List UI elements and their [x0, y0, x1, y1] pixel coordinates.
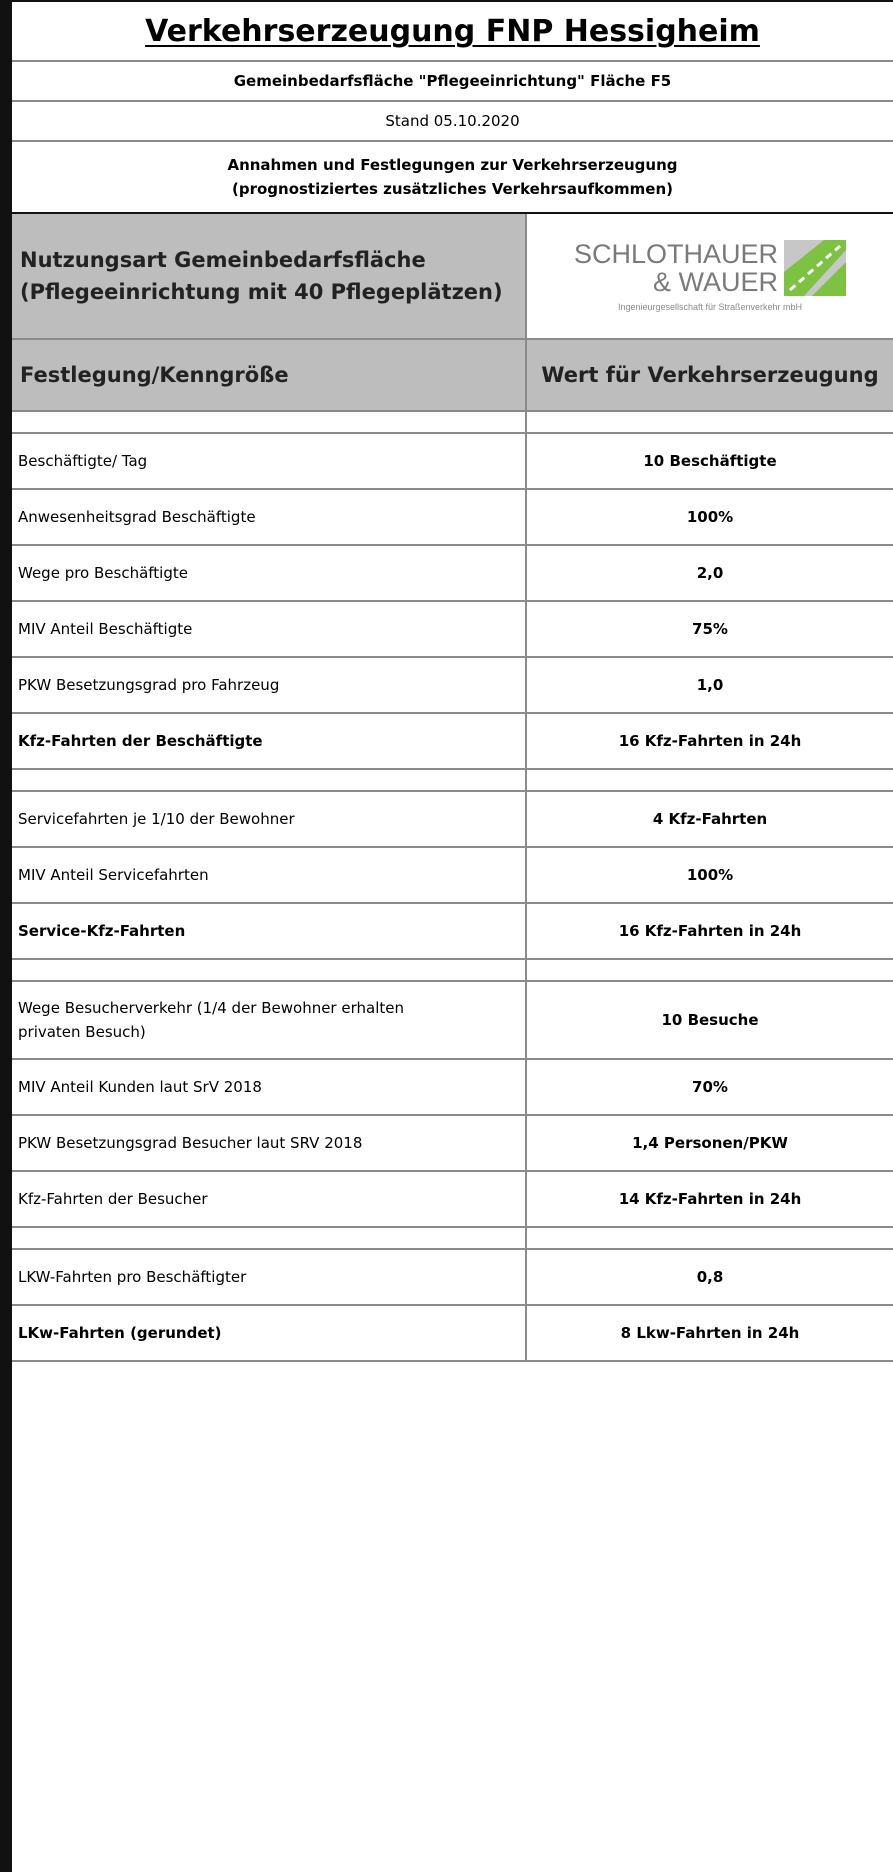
row-label: MIV Anteil Servicefahrten: [18, 866, 209, 884]
label-cell[interactable]: [12, 1172, 527, 1226]
table-row: [12, 658, 893, 714]
row-value: 1,4 Personen/PKW: [632, 1134, 788, 1152]
row-value: 8 Lkw-Fahrten in 24h: [620, 1324, 800, 1342]
row-label: LKw-Fahrten (gerundet): [18, 1324, 222, 1342]
value-cell[interactable]: [527, 1306, 893, 1360]
header-col1-label: Festlegung/Kenngröße: [20, 363, 289, 387]
logo-text-line2: & WAUER: [653, 267, 779, 297]
value-cell[interactable]: [527, 434, 893, 488]
row-label-line2: privaten Besuch): [18, 1023, 146, 1041]
stand-date: Stand 05.10.2020: [385, 112, 520, 130]
value-cell[interactable]: [527, 1250, 893, 1304]
empty-cell[interactable]: [527, 412, 893, 432]
empty-cell[interactable]: [12, 1228, 527, 1248]
row-value: 100%: [686, 866, 734, 884]
title-row: [12, 0, 893, 62]
nutzungsart-line1: Nutzungsart Gemeinbedarfsfläche: [20, 248, 426, 272]
row-value: 10 Beschäftigte: [643, 452, 777, 470]
label-cell[interactable]: [12, 792, 527, 846]
label-cell[interactable]: [12, 848, 527, 902]
logo-subtitle: Ingenieurgesellschaft für Straßenverkehr mbH: [617, 302, 803, 312]
label-cell[interactable]: [12, 714, 527, 768]
row-value: 14 Kfz-Fahrten in 24h: [618, 1190, 802, 1208]
empty-cell[interactable]: [527, 960, 893, 980]
subtitle: Gemeinbedarfsfläche "Pflegeeinrichtung" Fläche F5: [233, 72, 672, 90]
value-cell[interactable]: [527, 658, 893, 712]
row-label: Servicefahrten je 1/10 der Bewohner: [18, 810, 295, 828]
row-value: 10 Besuche: [661, 1011, 759, 1029]
value-cell[interactable]: [527, 546, 893, 600]
value-cell[interactable]: [527, 792, 893, 846]
spacer-row: [12, 960, 893, 982]
row-label: MIV Anteil Kunden laut SrV 2018: [18, 1078, 262, 1096]
row-value: 16 Kfz-Fahrten in 24h: [618, 922, 802, 940]
table-row: [12, 1306, 893, 1362]
row-value: 75%: [692, 620, 728, 638]
header-col2-label: Wert für Verkehrserzeugung: [541, 363, 879, 387]
row-value: 100%: [686, 508, 734, 526]
stand-row: [12, 102, 893, 142]
value-cell[interactable]: [527, 1172, 893, 1226]
table-row: [12, 848, 893, 904]
table-row: [12, 792, 893, 848]
table-row: [12, 714, 893, 770]
label-cell[interactable]: [12, 1060, 527, 1114]
label-cell[interactable]: [12, 1116, 527, 1170]
row-label: Kfz-Fahrten der Beschäftigte: [18, 732, 263, 750]
table-row: [12, 1250, 893, 1306]
spacer-row: [12, 412, 893, 434]
label-cell[interactable]: [12, 1250, 527, 1304]
nutzungsart-row: [12, 214, 893, 340]
empty-cell[interactable]: [12, 412, 527, 432]
empty-cell[interactable]: [12, 960, 527, 980]
spacer-row: [12, 770, 893, 792]
annahmen-line1: Annahmen und Festlegungen zur Verkehrserzeugung: [227, 156, 678, 174]
row-label: Wege pro Beschäftigte: [18, 564, 188, 582]
annahmen-line2: (prognostiziertes zusätzliches Verkehrsaufkommen): [231, 180, 673, 198]
title-cell[interactable]: [12, 2, 893, 60]
row-label: LKW-Fahrten pro Beschäftigter: [18, 1268, 247, 1286]
label-cell[interactable]: [12, 490, 527, 544]
table-row: [12, 1116, 893, 1172]
page-title: Verkehrserzeugung FNP Hessigheim: [145, 13, 760, 49]
value-cell[interactable]: [527, 848, 893, 902]
subtitle-cell[interactable]: [12, 62, 893, 100]
row-label: Beschäftigte/ Tag: [18, 452, 148, 470]
subtitle-row: [12, 62, 893, 102]
row-value: 4 Kfz-Fahrten: [652, 810, 768, 828]
row-label: PKW Besetzungsgrad Besucher laut SRV 2018: [18, 1134, 363, 1152]
value-cell[interactable]: [527, 1116, 893, 1170]
table-header-row: [12, 340, 893, 412]
value-cell[interactable]: [527, 602, 893, 656]
value-cell[interactable]: [527, 714, 893, 768]
row-value: 16 Kfz-Fahrten in 24h: [618, 732, 802, 750]
table-row: [12, 490, 893, 546]
spacer-row: [12, 1228, 893, 1250]
value-cell[interactable]: [527, 904, 893, 958]
annahmen-cell[interactable]: [12, 142, 893, 212]
table-row: [12, 546, 893, 602]
table-row: [12, 434, 893, 490]
row-value: 2,0: [696, 564, 724, 582]
row-label: MIV Anteil Beschäftigte: [18, 620, 193, 638]
label-cell[interactable]: [12, 602, 527, 656]
value-cell[interactable]: [527, 490, 893, 544]
label-cell[interactable]: [12, 658, 527, 712]
table-row: [12, 602, 893, 658]
row-label: Service-Kfz-Fahrten: [18, 922, 186, 940]
label-cell[interactable]: [12, 904, 527, 958]
logo-text-line1: SCHLOTHAUER: [573, 239, 779, 269]
table-row: [12, 1060, 893, 1116]
logo-mark: [574, 240, 846, 296]
road-logo-icon: [784, 240, 846, 296]
empty-cell[interactable]: [12, 770, 527, 790]
row-value: 0,8: [696, 1268, 724, 1286]
label-cell[interactable]: [12, 982, 527, 1058]
annahmen-row: [12, 142, 893, 214]
table-row: [12, 982, 893, 1060]
empty-cell[interactable]: [527, 1228, 893, 1248]
row-label-line1: Wege Besucherverkehr (1/4 der Bewohner erhalten: [18, 999, 404, 1017]
label-cell[interactable]: [12, 434, 527, 488]
row-label: Anwesenheitsgrad Beschäftigte: [18, 508, 256, 526]
company-logo: [527, 214, 893, 338]
nutzungsart-line2: (Pflegeeinrichtung mit 40 Pflegeplätzen): [20, 280, 503, 304]
value-cell[interactable]: [527, 1060, 893, 1114]
header-col1[interactable]: [12, 340, 527, 410]
header-col2[interactable]: [527, 340, 893, 410]
row-value: 70%: [692, 1078, 728, 1096]
table-row: [12, 1172, 893, 1228]
nutzungsart-cell[interactable]: [12, 214, 527, 338]
left-border: [0, 0, 12, 1872]
label-cell[interactable]: [12, 1306, 527, 1360]
row-label: Kfz-Fahrten der Besucher: [18, 1190, 208, 1208]
value-cell[interactable]: [527, 982, 893, 1058]
label-cell[interactable]: [12, 546, 527, 600]
row-label: PKW Besetzungsgrad pro Fahrzeug: [18, 676, 280, 694]
stand-cell[interactable]: [12, 102, 893, 140]
empty-cell[interactable]: [527, 770, 893, 790]
row-value: 1,0: [696, 676, 724, 694]
table-row: [12, 904, 893, 960]
